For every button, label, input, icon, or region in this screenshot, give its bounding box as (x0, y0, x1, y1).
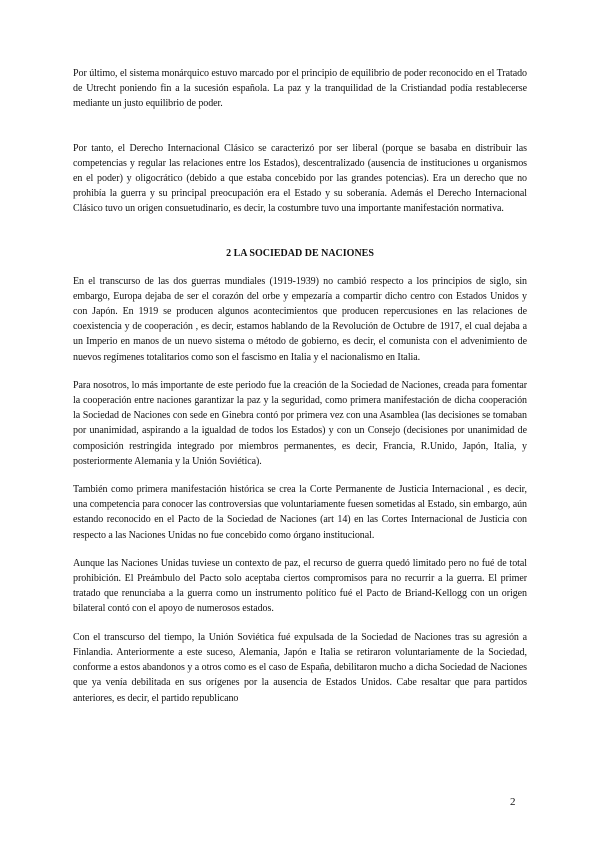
paragraph-monarchic-system: Por último, el sistema monárquico estuvo marcado por el principio de equilibrio de poder reconocido en el Tratado de Utrecht poniendo fin a la sucesión española. La paz y la tranquilidad de la Cristiandad podía restablecerse mediante un justo equilibrio de poder. (73, 68, 527, 110)
paragraph-soviet-expulsion: Con el transcurso del tiempo, la Unión Soviética fué expulsada de la Sociedad de Naciones tras su agresión a Finlandia. Anteriormente a este suceso, Alemania, Japón e Italia se retiraron voluntariamente de la Sociedad, conforme a estos abandonos y a otros como es el caso de España, debilitaron mucho a dicha Sociedad de Naciones que ya venía debilitada en sus orígenes por la ausencia de Estados Unidos. Cabe resaltar que para partidos anteriores, es decir, el partido republicano (73, 631, 527, 704)
page-content (73, 66, 527, 706)
paragraph-spacer (73, 217, 527, 246)
section-heading: 2 LA SOCIEDAD DE NACIONES (226, 247, 374, 259)
paragraph-spacer (73, 617, 527, 630)
paragraph-briand-kellogg: Aunque las Naciones Unidas tuviese un contexto de paz, el recurso de guerra quedó limitado pero no fué de total prohibición. El Preámbulo del Pacto solo aceptaba ciertos compromisos para no recurrir a la guerra. El primer tratado que renunciaba a la guerra como un instrumento político fué el Pacto de Briand-Kellogg con un origen bilateral contó con el apoyo de numerosos estados. (73, 557, 527, 615)
paragraph-spacer (73, 112, 527, 141)
paragraph-spacer (73, 543, 527, 556)
paragraph-spacer (73, 469, 527, 482)
paragraph-world-wars: En el transcurso de las dos guerras mundiales (1919-1939) no cambió respecto a los principios de siglo, sin embargo, Europa dejaba de ser el corazón del orbe y empezaría a compartir dicho centro con Estados Unidos y con Japón. En 1919 se producen algunos acontecimientos que producen repercusiones en las relaciones de coexistencia y de cooperación , es decir, estamos hablando de la Revolución de Octubre de 1917, el cual dejaba a un Imperio en manos de un nuevo sistema o método de gobierno, es decir, el comunista con el advenimiento de nuevos regímenes totalitarios como son el fascismo en Italia y el nacionalismo en Italia. (73, 275, 527, 363)
paragraph-league-creation: Para nosotros, lo más importante de este periodo fue la creación de la Sociedad de Naciones, creada para fomentar la cooperación entre naciones garantizar la paz y la seguridad, como primera manifestación de dicha cooperación la Sociedad de Naciones con sede en Ginebra contó por primera vez con una Asamblea (las decisiones se tomaban por unanimidad, aspirando a la igualdad de todos los Estados) y con un Consejo (decisiones por unanimidad de composición restringida integrado por miembros permanentes, es decir, Francia, R.Unido, Japón, Italia, y posteriormente Alemania y la Unión Soviética). (73, 379, 527, 467)
paragraph-permanent-court: También como primera manifestación histórica se crea la Corte Permanente de Justicia Internacional , es decir, una competencia para conocer las controversias que voluntariamente fuesen sometidas al Estado, sin embargo, aún estando reconocido en el Pacto de la Sociedad de Naciones (art 14) en las Cortes Internacional de Justicia con respecto a las Naciones Unidas no fue concebido como órgano institucional. (73, 484, 527, 541)
paragraph-classic-international-law: Por tanto, el Derecho Internacional Clásico se caracterizó por ser liberal (porque se basaba en distribuir las competencias y regular las relaciones entre los Estados), descentralizado (ausencia de instituciones u organismos en el poder) y oligocrático (debido a que estaba concebido por las grandes potencias). Era un derecho que no prohibía la guerra y su principal preocupación era el Estado y su soberanía. Además el Derecho Internacional Clásico tuvo un origen consuetudinario, es decir, la costumbre tuvo una importante manifestación normativa. (73, 142, 527, 215)
page-number: 2 (510, 796, 516, 808)
paragraph-spacer (73, 261, 527, 274)
paragraph-spacer (73, 365, 527, 378)
